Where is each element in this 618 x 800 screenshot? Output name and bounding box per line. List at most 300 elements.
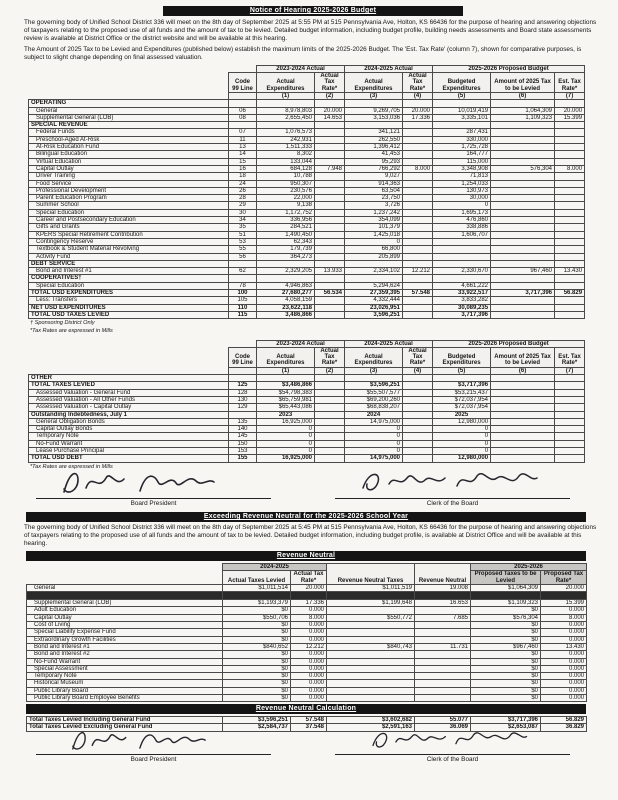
table-cell	[555, 187, 585, 194]
table-row	[27, 607, 587, 614]
table-cell: 14.653	[315, 114, 345, 121]
table-cell: $0	[471, 673, 541, 680]
table-cell: 12.212	[403, 268, 433, 275]
table-cell	[257, 275, 315, 282]
table-cell: 129	[229, 404, 257, 411]
table-cell: Capital Outlay	[29, 165, 229, 172]
table-cell: TOTAL USD EXPENDITURES	[29, 290, 229, 297]
table-cell	[555, 151, 585, 158]
clerk-label: Clerk of the Board	[426, 755, 479, 763]
table-cell	[27, 592, 223, 600]
table-cell: 967,460	[491, 268, 555, 275]
table-cell: NET USD EXPENDITURES	[29, 304, 229, 311]
table-cell	[555, 195, 585, 202]
table-cell	[229, 375, 257, 382]
table-cell	[315, 440, 345, 447]
col-header-code-99-line: Code 99 Line	[229, 347, 257, 367]
table-cell	[403, 448, 433, 455]
table-row	[29, 173, 585, 180]
column-header-row	[29, 347, 585, 367]
table-cell	[555, 404, 585, 411]
table-row	[27, 614, 587, 621]
table-cell: 13	[229, 144, 257, 151]
table-cell: 16	[229, 165, 257, 172]
table-cell: 20.000	[541, 584, 587, 591]
table-cell: OTHER	[29, 375, 229, 382]
table-cell	[403, 311, 433, 318]
table-cell	[315, 151, 345, 158]
table-cell: 364,273	[257, 253, 315, 260]
table-cell: Career and Postsecondary Education	[29, 217, 229, 224]
table-cell: 57.548	[403, 290, 433, 297]
table-cell: 0	[345, 448, 403, 455]
table-cell: $0	[223, 636, 291, 643]
col-header-actual-tax-rate: Actual Tax Rate*	[291, 571, 327, 585]
table-cell: Temporary Note	[27, 673, 223, 680]
table-cell: Bilingual Education	[29, 151, 229, 158]
table-cell	[327, 658, 415, 665]
notice-title-bar: Notice of Hearing 2025-2026 Budget	[163, 6, 463, 16]
table-cell: 0	[345, 440, 403, 447]
table-cell: 0.000	[291, 607, 327, 614]
column-number-row: (1) (2) (3) (4) (5) (6) (7)	[29, 367, 585, 374]
table-cell: 29	[229, 202, 257, 209]
table-cell: 14,975,000	[345, 418, 403, 425]
table-row	[27, 600, 587, 607]
table-cell: Summer School	[29, 202, 229, 209]
table-row	[29, 455, 585, 462]
table-cell: 8.000	[291, 614, 327, 621]
table-cell: 205,899	[345, 253, 403, 260]
table-cell	[491, 448, 555, 455]
clerk-signature	[353, 726, 543, 756]
table-cell: 3,726	[345, 202, 403, 209]
table-cell: $55,507,577	[345, 389, 403, 396]
signature-row	[22, 732, 604, 764]
table-cell	[555, 231, 585, 238]
table-row	[29, 217, 585, 224]
table-row	[29, 151, 585, 158]
table-cell: $0	[223, 680, 291, 687]
table-cell	[491, 404, 555, 411]
table-cell	[315, 100, 345, 107]
table-cell: 33,922,517	[433, 290, 491, 297]
table-cell: 56.829	[541, 717, 587, 724]
table-cell	[403, 187, 433, 194]
table-cell	[315, 382, 345, 389]
table-cell: 16,925,000	[257, 455, 315, 462]
table-cell: 133,044	[257, 158, 315, 165]
table-cell: $3,486,866	[257, 382, 315, 389]
table-cell: 13.933	[315, 268, 345, 275]
col-group-2025-2026: 2025-2026	[471, 563, 587, 570]
table-cell: 0.000	[291, 687, 327, 694]
table-cell	[555, 375, 585, 382]
table-row	[29, 209, 585, 216]
table-cell: 12,980,000	[433, 418, 491, 425]
table-cell: General	[27, 584, 223, 591]
table-cell: $967,460	[471, 643, 541, 650]
table-cell: 230,576	[257, 187, 315, 194]
table-row	[29, 268, 585, 275]
table-cell: 20.000	[315, 107, 345, 114]
table-cell: 354,099	[345, 217, 403, 224]
table-cell: 15	[229, 158, 257, 165]
table-cell	[403, 282, 433, 289]
table-row	[27, 673, 587, 680]
table-row	[27, 643, 587, 650]
table-cell: 2,330,670	[433, 268, 491, 275]
table-cell: $54,798,383	[257, 389, 315, 396]
table-cell: 20.000	[403, 107, 433, 114]
table-cell	[555, 180, 585, 187]
table-cell	[491, 158, 555, 165]
table-cell: 1,490,450	[257, 231, 315, 238]
table-cell: 16,925,000	[257, 418, 315, 425]
table-cell: Supplemental General (LOB)	[27, 600, 223, 607]
table-row	[29, 238, 585, 245]
table-row	[29, 389, 585, 396]
table-row	[29, 144, 585, 151]
table-cell	[433, 253, 491, 260]
table-cell	[491, 433, 555, 440]
table-row	[29, 396, 585, 403]
table-cell: 28	[229, 195, 257, 202]
board-president-label: Board President	[130, 755, 177, 763]
table-cell: $840,743	[327, 643, 415, 650]
table-cell	[327, 694, 415, 701]
table-cell: Professional Development	[29, 187, 229, 194]
table-cell: 56.829	[555, 290, 585, 297]
table-cell: Preschool-Aged At-Risk	[29, 136, 229, 143]
table-cell: 27,680,277	[257, 290, 315, 297]
table-cell	[555, 389, 585, 396]
table-cell: 0.000	[291, 622, 327, 629]
table-cell	[315, 404, 345, 411]
table-row	[27, 658, 587, 665]
table-cell: No-Fund Warrant	[29, 440, 229, 447]
table-cell	[433, 375, 491, 382]
table-cell: $3,596,251	[223, 717, 291, 724]
table-cell	[403, 173, 433, 180]
table-cell	[491, 202, 555, 209]
table-cell: 78	[229, 282, 257, 289]
table-cell: OPERATING	[29, 100, 229, 107]
table-cell	[415, 665, 471, 672]
table-cell: 95,293	[345, 158, 403, 165]
table-cell: $0	[471, 665, 541, 672]
table-cell: $72,037,954	[433, 396, 491, 403]
table-cell	[555, 144, 585, 151]
table-cell	[491, 282, 555, 289]
table-cell	[315, 202, 345, 209]
table-cell	[327, 687, 415, 694]
table-cell: 8,302	[257, 151, 315, 158]
table-cell	[403, 224, 433, 231]
table-cell: 1,064,309	[491, 107, 555, 114]
table-cell	[491, 195, 555, 202]
board-president-signature	[54, 726, 224, 756]
table-row	[29, 275, 585, 282]
table-cell	[403, 455, 433, 462]
table-cell: 0	[257, 440, 315, 447]
table-cell	[541, 592, 587, 600]
table-cell: 0	[433, 202, 491, 209]
table-cell: 17.336	[403, 114, 433, 121]
table-cell: Adult Education	[27, 607, 223, 614]
table-row	[29, 253, 585, 260]
table-cell: 110	[229, 304, 257, 311]
table-cell: 0.000	[541, 636, 587, 643]
table-cell	[403, 136, 433, 143]
table-cell: Assessed Valuation - Capital Outlay	[29, 404, 229, 411]
table-cell: 8.000	[555, 165, 585, 172]
table-cell	[403, 297, 433, 304]
table-cell	[555, 455, 585, 462]
table-cell: 155	[229, 455, 257, 462]
table-cell	[315, 448, 345, 455]
table-cell	[555, 129, 585, 136]
table-cell: Cost of Living	[27, 622, 223, 629]
table-cell	[315, 253, 345, 260]
table-cell: 284,521	[257, 224, 315, 231]
table-cell: 41,453	[345, 151, 403, 158]
table-row	[29, 290, 585, 297]
table-row	[29, 282, 585, 289]
table-cell: Virtual Education	[29, 158, 229, 165]
table-cell: 330,000	[433, 136, 491, 143]
table-cell: 18	[229, 173, 257, 180]
table-cell	[491, 187, 555, 194]
table-cell	[315, 455, 345, 462]
col-header-amount-tax-levied-6: Amount of 2025 Tax to be Levied	[491, 73, 555, 93]
table-cell: 7.948	[315, 165, 345, 172]
table-cell: 06	[229, 107, 257, 114]
table-cell	[415, 592, 471, 600]
table-cell: 1,396,412	[345, 144, 403, 151]
table-cell: 164,777	[433, 151, 491, 158]
table-cell: $1,193,379	[223, 600, 291, 607]
table-cell	[415, 622, 471, 629]
table-row	[29, 165, 585, 172]
col-group-2024-2025-actual: 2024-2025 Actual	[345, 340, 433, 347]
table-row	[27, 694, 587, 701]
table-cell	[555, 209, 585, 216]
table-cell: 2,334,102	[345, 268, 403, 275]
table-cell: 1,237,242	[345, 209, 403, 216]
table-cell	[555, 202, 585, 209]
table-row	[29, 260, 585, 267]
table-row	[29, 202, 585, 209]
table-cell	[491, 389, 555, 396]
table-row	[29, 231, 585, 238]
table-cell: Driver Training	[29, 173, 229, 180]
table-cell: $0	[471, 629, 541, 636]
col-group-2025-2026-proposed: 2025-2026 Proposed Budget	[433, 340, 585, 347]
table-cell	[315, 238, 345, 245]
table-cell: $0	[471, 607, 541, 614]
table-cell: General	[29, 107, 229, 114]
board-president-signature-block	[36, 734, 271, 764]
table-cell: 179,739	[257, 246, 315, 253]
table-cell	[403, 217, 433, 224]
clerk-label: Clerk of the Board	[426, 500, 479, 508]
table-cell: $3,602,682	[327, 717, 415, 724]
table-cell: $68,838,207	[345, 404, 403, 411]
table-cell: $0	[471, 622, 541, 629]
table-cell: Public Library Board	[27, 687, 223, 694]
table-cell	[315, 209, 345, 216]
table-cell: Total Taxes Levied Including General Fund	[27, 717, 223, 724]
table-cell	[555, 275, 585, 282]
table-cell: 11	[229, 136, 257, 143]
table-cell: 12.212	[291, 643, 327, 650]
table-cell	[345, 275, 403, 282]
table-cell	[315, 122, 345, 129]
col-header-actual-tax-rate-2: Actual Tax Rate*	[315, 73, 345, 93]
table-cell	[555, 122, 585, 129]
revenue-neutral-intro-paragraph: The governing body of Unified School District 336 will meet on the 8th day of September 2025 at 5:45 PM at 515 Pennsylvania Ave, Holton, KS 66436 for the purpose of hearing and answering objections of taxpayers relating to the proposed use of all funds and the amount of tax to be levied. Detailed budget information, including budget profile, is available at District Office and will be available at this hearing.	[24, 524, 597, 548]
table-cell	[491, 246, 555, 253]
table-cell: 0	[257, 448, 315, 455]
table-cell: 26	[229, 187, 257, 194]
table-cell	[555, 253, 585, 260]
table-cell: 23,750	[345, 195, 403, 202]
table-cell	[315, 418, 345, 425]
table-cell: 17.336	[291, 600, 327, 607]
table-cell: 0	[257, 426, 315, 433]
table-row	[29, 180, 585, 187]
table-cell: Contingency Reserve	[29, 238, 229, 245]
table-row	[29, 448, 585, 455]
table-cell: TOTAL USD DEBT	[29, 455, 229, 462]
table-cell	[315, 433, 345, 440]
table-cell	[415, 687, 471, 694]
table-cell: 56	[229, 253, 257, 260]
col-group-2025-2026-proposed: 2025-2026 Proposed Budget	[433, 65, 585, 72]
table-cell: $0	[223, 607, 291, 614]
table-cell: $1,011,519	[327, 584, 415, 591]
table-cell	[403, 404, 433, 411]
table-row	[29, 136, 585, 143]
table-cell	[403, 209, 433, 216]
table-cell: Bond and Interest #1	[27, 643, 223, 650]
table-cell: $1,064,309	[471, 584, 541, 591]
table-cell: 27,359,395	[345, 290, 403, 297]
table-row	[27, 636, 587, 643]
table-cell	[491, 217, 555, 224]
col-header-actual-expenditures-1: Actual Expenditures	[257, 347, 315, 367]
table-cell: 0	[345, 426, 403, 433]
table-cell: 950,307	[257, 180, 315, 187]
col-group-2024-2025: 2024-2025	[223, 563, 327, 570]
col-header-code-99-line: Code 99 Line	[229, 73, 257, 93]
table-cell: SPECIAL REVENUE	[29, 122, 229, 129]
table-cell	[403, 426, 433, 433]
table-cell: 3,335,101	[433, 114, 491, 121]
table-cell: 08	[229, 114, 257, 121]
table-cell	[555, 440, 585, 447]
table-cell	[491, 231, 555, 238]
table-cell: 0.000	[541, 658, 587, 665]
table-cell: $840,652	[223, 643, 291, 650]
table-cell	[433, 100, 491, 107]
table-row	[29, 114, 585, 121]
col-header-proposed-tax-rate: Proposed Tax Rate*	[541, 571, 587, 585]
table-cell: 71,813	[433, 173, 491, 180]
table-cell	[491, 180, 555, 187]
table-cell: 115	[229, 311, 257, 318]
table-cell	[433, 260, 491, 267]
table-cell: $69,200,260	[345, 396, 403, 403]
table-cell: 3,348,908	[433, 165, 491, 172]
table-cell: 5,294,624	[345, 282, 403, 289]
table-cell: 13.430	[541, 643, 587, 650]
table-cell	[403, 418, 433, 425]
table-cell	[415, 680, 471, 687]
footnote-tax-rates-mills: *Tax Rates are expressed in Mills	[30, 327, 113, 334]
col-header-actual-tax-rate-2: Actual Tax Rate*	[315, 347, 345, 367]
table-cell	[491, 382, 555, 389]
table-row	[29, 297, 585, 304]
col-header-actual-expenditures-3: Actual Expenditures	[345, 347, 403, 367]
table-cell: Capital Outlay	[27, 614, 223, 621]
table-cell: 55.077	[415, 717, 471, 724]
clerk-signature-block	[335, 474, 570, 510]
table-cell: $53,215,437	[433, 389, 491, 396]
footnote-tax-rates-mills: *Tax Rates are expressed in Mills	[30, 463, 113, 470]
table-cell: Parent Education Program	[29, 195, 229, 202]
col-header-budgeted-expenditures-5: Budgeted Expenditures	[433, 347, 491, 367]
table-cell: 0.000	[291, 651, 327, 658]
table-cell	[403, 238, 433, 245]
table-cell: 34	[229, 217, 257, 224]
col-header-actual-tax-rate-4: Actual Tax Rate*	[403, 73, 433, 93]
col-header-actual-tax-rate-4: Actual Tax Rate*	[403, 347, 433, 367]
table-cell	[491, 396, 555, 403]
col-header-amount-tax-levied-6: Amount of 2025 Tax to be Levied	[491, 347, 555, 367]
table-cell: 125	[229, 382, 257, 389]
table-cell: COOPERATIVES†	[29, 275, 229, 282]
table-cell	[403, 304, 433, 311]
table-cell	[491, 275, 555, 282]
table-cell	[315, 158, 345, 165]
table-cell	[327, 673, 415, 680]
table-cell: 36.069	[415, 724, 471, 731]
table-cell: 1,725,728	[433, 144, 491, 151]
table-cell: 341,121	[345, 129, 403, 136]
table-cell	[403, 180, 433, 187]
table-cell: 3,486,866	[257, 311, 315, 318]
table-cell: $0	[223, 622, 291, 629]
col-header-proposed-taxes-levied: Proposed Taxes to be Levied	[471, 571, 541, 585]
table-cell: $0	[223, 651, 291, 658]
table-cell: 11.731	[415, 643, 471, 650]
table-cell: 0.000	[541, 629, 587, 636]
hearing-intro-paragraph: The governing body of Unified School District 336 will meet on the 8th day of September 2025 at 5:55 PM at 515 Pennsylvania Ave, Holton, KS 66436 for the purpose of hearing and answering objections of taxpayers relating to the proposed use of all funds and the amount of tax to be levied. Detailed budget information, including budget profile, building needs assessments and Board state assessments review is available at District Office or the district website and will be available at this hearing.	[24, 18, 597, 42]
table-cell: 1,511,333	[257, 144, 315, 151]
table-cell: Special Assessment	[27, 665, 223, 672]
table-cell: 0.000	[291, 665, 327, 672]
table-cell: 476,860	[433, 217, 491, 224]
table-cell	[315, 246, 345, 253]
table-cell: Activity Fund	[29, 253, 229, 260]
table-cell: 262,550	[345, 136, 403, 143]
table-cell: $0	[223, 673, 291, 680]
table-cell: 0.000	[541, 607, 587, 614]
table-cell	[345, 375, 403, 382]
table-cell	[433, 238, 491, 245]
